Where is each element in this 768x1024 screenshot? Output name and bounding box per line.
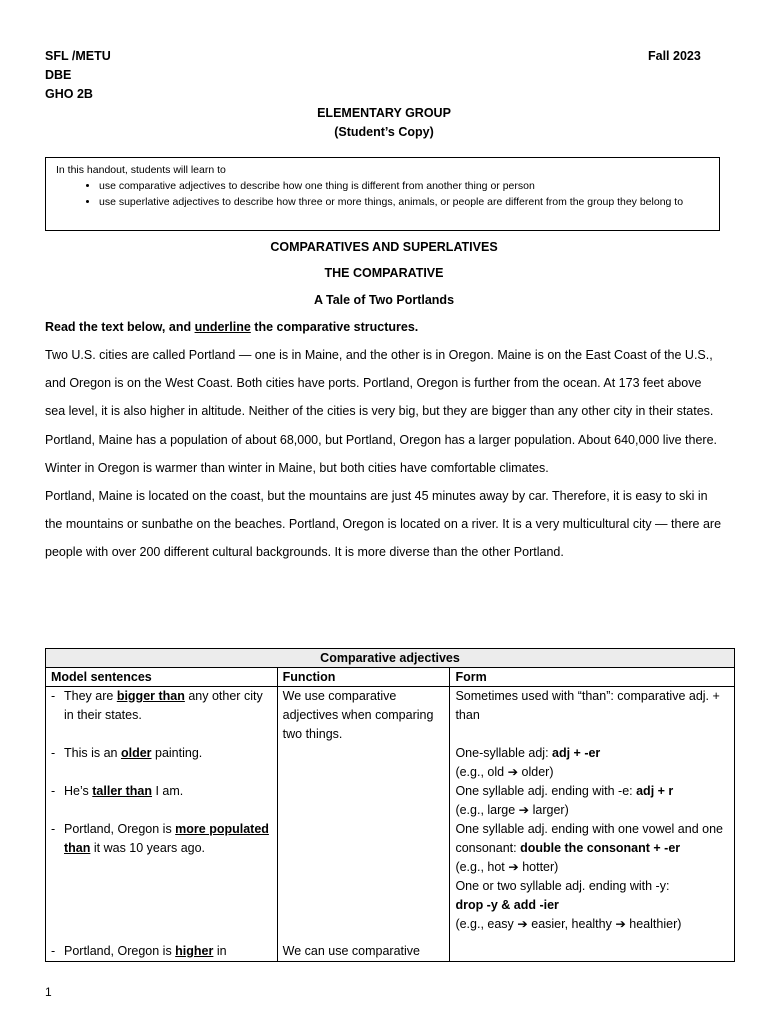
function-text: We can use comparative — [282, 944, 420, 958]
header-term: Fall 2023 — [648, 49, 701, 63]
document-subtitle: (Student’s Copy) — [334, 125, 434, 139]
form-rule: One-syllable adj: adj + -er — [455, 746, 601, 760]
function-cell — [277, 687, 450, 962]
table-title: Comparative adjectives — [46, 649, 735, 668]
form-rule: One syllable adj. ending with one vowel and one consonant: double the consonant + -er — [455, 822, 723, 855]
arrow-icon: ➔ — [615, 917, 626, 931]
column-header: Function — [277, 668, 450, 687]
arrow-icon: ➔ — [507, 765, 519, 779]
instruction-before: Read the text below, and — [45, 320, 195, 334]
header-left — [45, 47, 111, 104]
reading-text — [45, 341, 725, 567]
arrow-icon: ➔ — [508, 860, 519, 874]
model-sentence: - Portland, Oregon is more populated than it was 10 years ago. — [51, 822, 269, 855]
arrow-icon: ➔ — [517, 917, 528, 931]
document-title: ELEMENTARY GROUP — [317, 106, 451, 120]
subsection-title: THE COMPARATIVE — [324, 266, 444, 280]
comparative-structure: taller than — [92, 784, 153, 798]
table-title-row — [46, 649, 735, 668]
objectives-box — [45, 157, 720, 231]
objectives-intro: In this handout, students will learn to — [56, 164, 226, 176]
model-sentence: - They are bigger than any other city in their states. — [51, 689, 263, 722]
form-rule: Sometimes used with “than”: comparative adj. + than — [455, 689, 720, 722]
form-rule: One or two syllable adj. ending with -y: — [455, 879, 670, 893]
column-header: Form — [450, 668, 735, 687]
page-number: 1 — [45, 985, 52, 999]
function-text: We use comparative adjectives when comparing two things. — [282, 689, 434, 741]
table-row — [46, 687, 735, 962]
form-rule: One syllable adj. ending with -e: adj + r — [455, 784, 674, 798]
form-rule: drop -y & add -ier — [455, 898, 559, 912]
header-line-2: DBE — [45, 68, 72, 82]
section-title: COMPARATIVES AND SUPERLATIVES — [270, 240, 498, 254]
form-example: (e.g., old ➔ older) — [455, 765, 554, 779]
comparative-structure: more populated than — [64, 822, 269, 855]
header-line-1: SFL /METU — [45, 49, 111, 63]
form-cell — [450, 687, 735, 962]
form-example: (e.g., easy ➔ easier, healthy ➔ healthier) — [455, 917, 682, 931]
form-example: (e.g., hot ➔ hotter) — [455, 860, 559, 874]
paragraph: Two U.S. cities are called Portland — one is in Maine, and the other is in Oregon. Maine is on the East Coast of the U.S., and Oregon is on the West Coast. Both cities have ports. Portland, Oregon is further from the ocean. At 173 feet above sea level, it is also higher in altitude. Neither of the cities is very big, but they are bigger than any other city in their states. Portland, Maine has a population of about 68,000, but Portland, Oregon has a larger population. About 640,000 live there. Winter in Oregon is warmer than winter in Maine, but both cities have comfortable climates. — [45, 348, 718, 475]
paragraph: Portland, Maine is located on the coast, but the mountains are just 45 minutes away by car. Therefore, it is easy to ski in the mountains or sunbathe on the beaches. Portland, Oregon is located on a river. It is a very multicultural city — there are people with over 200 different cultural backgrounds. It is more diverse than the other Portland. — [45, 489, 722, 560]
comparative-table — [45, 648, 735, 962]
comparative-structure: higher — [175, 944, 214, 958]
comparative-structure: bigger than — [116, 689, 185, 703]
model-sentence: - He’s taller than I am. — [51, 784, 184, 798]
instruction-underlined: underline — [194, 320, 251, 334]
header-line-3: GHO 2B — [45, 87, 93, 101]
objective-item: • use superlative adjectives to describe how three or more things, animals, or people are different from the group they belong to — [99, 194, 709, 210]
form-example: (e.g., large ➔ larger) — [455, 803, 569, 817]
comparative-structure: older — [120, 746, 152, 760]
column-header: Model sentences — [46, 668, 278, 687]
objectives-list — [56, 178, 709, 210]
instruction — [45, 318, 418, 337]
instruction-after: the comparative structures. — [250, 320, 419, 334]
model-sentence: - Portland, Oregon is higher in — [51, 944, 227, 958]
model-sentence: - This is an older painting. — [51, 746, 203, 760]
table-header-row — [46, 668, 735, 687]
objective-item: • use comparative adjectives to describe how one thing is different from another thing or person — [99, 178, 709, 194]
arrow-icon: ➔ — [518, 803, 530, 817]
model-sentences-cell — [46, 687, 278, 962]
reading-title: A Tale of Two Portlands — [313, 293, 455, 307]
